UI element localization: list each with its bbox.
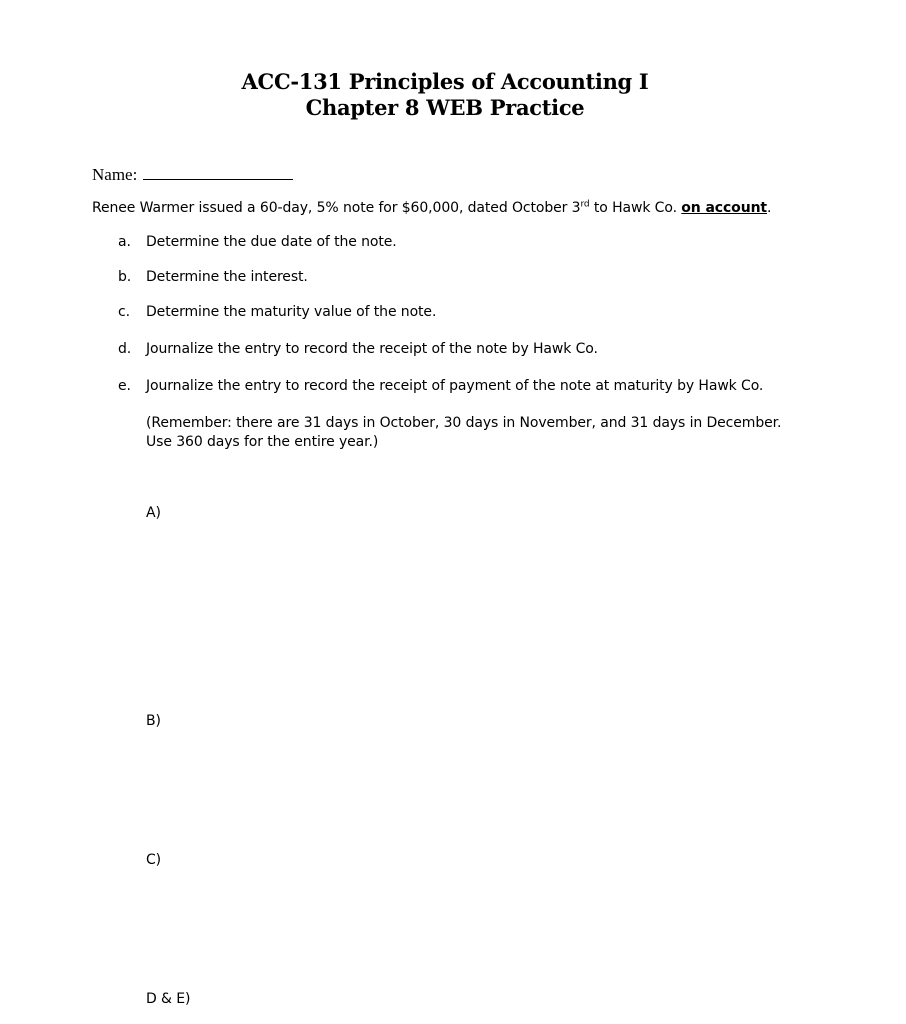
ordinal-suffix: rd	[580, 199, 590, 210]
task-letter: e.	[118, 378, 131, 394]
task-item-e	[118, 377, 763, 396]
task-item-d	[118, 340, 598, 359]
task-item-b	[118, 268, 308, 287]
problem-intro-end: .	[767, 200, 772, 216]
chapter-title: Chapter 8 WEB Practice	[305, 95, 585, 120]
on-account-emphasis: on account	[681, 200, 768, 216]
task-text: Journalize the entry to record the receipt of the note by Hawk Co.	[146, 341, 598, 357]
task-text: Determine the due date of the note.	[146, 234, 397, 250]
task-item-a	[118, 233, 397, 252]
name-label: Name:	[92, 165, 138, 184]
reminder-note: (Remember: there are 31 days in October, 30 days in November, and 31 days in December. Use 360 days for the entire year.)	[146, 415, 782, 450]
answer-label-a: A)	[146, 505, 161, 521]
task-text: Determine the maturity value of the note.	[146, 304, 437, 320]
answer-label-b: B)	[146, 713, 161, 729]
name-blank-line[interactable]	[143, 167, 293, 180]
problem-statement	[92, 199, 771, 218]
task-letter: b.	[118, 269, 132, 285]
task-letter: a.	[118, 234, 131, 250]
problem-intro-continued: to Hawk Co.	[589, 200, 682, 216]
answer-label-c: C)	[146, 852, 162, 868]
task-text: Determine the interest.	[146, 269, 308, 285]
task-letter: d.	[118, 341, 132, 357]
course-title: ACC-131 Principles of Accounting I	[241, 69, 649, 94]
problem-intro-text: Renee Warmer issued a 60-day, 5% note for $60,000, dated October 3	[92, 200, 581, 216]
task-text: Journalize the entry to record the receipt of payment of the note at maturity by Hawk Co.	[146, 378, 764, 394]
name-field	[92, 165, 293, 185]
answer-label-de: D & E)	[146, 991, 191, 1007]
task-item-c	[118, 303, 436, 322]
task-letter: c.	[118, 304, 130, 320]
